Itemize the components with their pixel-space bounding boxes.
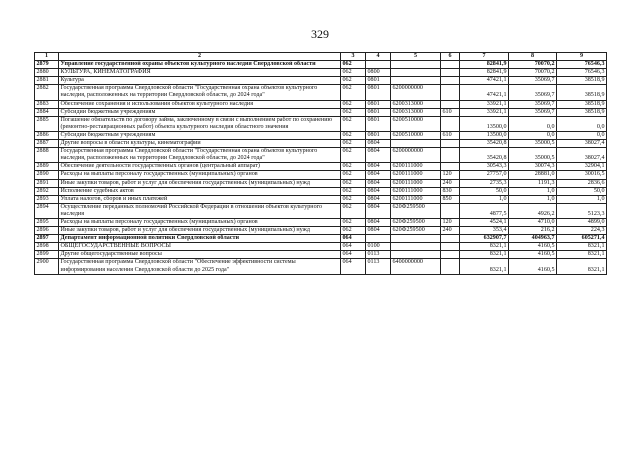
department-code-cell: 062 <box>341 116 366 131</box>
amount-year3-cell: 76546,3 <box>557 61 607 69</box>
department-code-cell: 062 <box>341 171 366 179</box>
table-row <box>35 61 607 69</box>
amount-year2-cell: 28881,0 <box>509 171 557 179</box>
department-code-cell: 062 <box>341 85 366 100</box>
column-header-3: 3 <box>341 53 366 61</box>
amount-year1-cell: 82841,9 <box>460 69 509 77</box>
department-code-cell: 062 <box>341 108 366 116</box>
amount-year1-cell: 8321,1 <box>460 251 509 259</box>
expense-type-cell <box>441 259 460 274</box>
expense-type-cell <box>441 116 460 131</box>
amount-year1-cell: 632907,7 <box>460 235 509 243</box>
row-number-cell: 2887 <box>35 140 59 148</box>
section-code-cell: 0801 <box>366 85 391 100</box>
expense-type-cell: 120 <box>441 171 460 179</box>
expense-type-cell: 610 <box>441 108 460 116</box>
amount-year2-cell: 4926,2 <box>509 203 557 218</box>
table-row <box>35 108 607 116</box>
amount-year2-cell: 35069,7 <box>509 85 557 100</box>
target-article-cell <box>391 77 441 85</box>
department-code-cell: 062 <box>341 131 366 139</box>
department-code-cell: 062 <box>341 100 366 108</box>
amount-year2-cell: 0,0 <box>509 116 557 131</box>
department-code-cell: 062 <box>341 148 366 163</box>
amount-year3-cell: 605271,4 <box>557 235 607 243</box>
amount-year3-cell: 0,0 <box>557 116 607 131</box>
amount-year1-cell: 13500,0 <box>460 116 509 131</box>
amount-year3-cell: 38518,9 <box>557 85 607 100</box>
amount-year3-cell: 8321,1 <box>557 259 607 274</box>
amount-year2-cell: 35069,7 <box>509 100 557 108</box>
expense-type-cell <box>441 100 460 108</box>
amount-year2-cell: 35000,5 <box>509 148 557 163</box>
table-row <box>35 100 607 108</box>
column-header-1: 1 <box>35 53 59 61</box>
row-number-cell: 2880 <box>35 69 59 77</box>
amount-year3-cell: 76546,3 <box>557 69 607 77</box>
expense-name-cell: Субсидии бюджетным учреждениям <box>59 108 341 116</box>
amount-year3-cell: 224,3 <box>557 227 607 235</box>
amount-year3-cell: 5123,3 <box>557 203 607 218</box>
table-row <box>35 179 607 187</box>
amount-year2-cell: 216,2 <box>509 227 557 235</box>
section-code-cell: 0804 <box>366 148 391 163</box>
target-article-cell: 6400000000 <box>391 259 441 274</box>
amount-year2-cell: 35000,5 <box>509 140 557 148</box>
amount-year1-cell: 1,0 <box>460 195 509 203</box>
section-code-cell <box>366 61 391 69</box>
target-article-cell: 6200510000 <box>391 116 441 131</box>
row-number-cell: 2893 <box>35 195 59 203</box>
section-code-cell: 0804 <box>366 163 391 171</box>
row-number-cell: 2890 <box>35 171 59 179</box>
amount-year1-cell: 33921,1 <box>460 100 509 108</box>
row-number-cell: 2879 <box>35 61 59 69</box>
target-article-cell: 620Ф259500 <box>391 227 441 235</box>
row-number-cell: 2895 <box>35 218 59 226</box>
expense-name-cell: Обеспечение деятельности государственных органов (центральный аппарат) <box>59 163 341 171</box>
table-row <box>35 163 607 171</box>
table-row <box>35 243 607 251</box>
expense-name-cell: ОБЩЕГОСУДАРСТВЕННЫЕ ВОПРОСЫ <box>59 243 341 251</box>
amount-year2-cell: 4160,5 <box>509 243 557 251</box>
expense-name-cell: Иные закупки товаров, работ и услуг для обеспечения государственных (муниципальных) нужд <box>59 227 341 235</box>
amount-year1-cell: 35420,8 <box>460 148 509 163</box>
target-article-cell: 6200000000 <box>391 148 441 163</box>
department-code-cell: 064 <box>341 235 366 243</box>
department-code-cell: 062 <box>341 163 366 171</box>
row-number-cell: 2884 <box>35 108 59 116</box>
department-code-cell: 062 <box>341 61 366 69</box>
table-row <box>35 203 607 218</box>
table-row <box>35 259 607 274</box>
expense-type-cell: 610 <box>441 131 460 139</box>
section-code-cell: 0801 <box>366 100 391 108</box>
expense-name-cell: Уплата налогов, сборов и иных платежей <box>59 195 341 203</box>
target-article-cell: 6200111000 <box>391 179 441 187</box>
table-row <box>35 218 607 226</box>
section-code-cell: 0804 <box>366 187 391 195</box>
expense-type-cell <box>441 61 460 69</box>
amount-year1-cell: 50,0 <box>460 187 509 195</box>
expense-name-cell: Управление государственной охраны объектов культурного наследия Свердловской области <box>59 61 341 69</box>
amount-year1-cell: 82841,9 <box>460 61 509 69</box>
target-article-cell: 620Ф259500 <box>391 203 441 218</box>
row-number-cell: 2889 <box>35 163 59 171</box>
expense-name-cell: Государственная программа Свердловской области "Государственная охрана объектов культурного наследия, расположенных на территории Свердловской области, до 2024 года" <box>59 85 341 100</box>
section-code-cell: 0804 <box>366 195 391 203</box>
row-number-cell: 2883 <box>35 100 59 108</box>
department-code-cell: 062 <box>341 227 366 235</box>
department-code-cell: 064 <box>341 259 366 274</box>
amount-year1-cell: 27757,0 <box>460 171 509 179</box>
target-article-cell: 620Ф259500 <box>391 218 441 226</box>
amount-year3-cell: 50,0 <box>557 187 607 195</box>
expense-type-cell <box>441 251 460 259</box>
target-article-cell: 6200111000 <box>391 195 441 203</box>
row-number-cell: 2886 <box>35 131 59 139</box>
amount-year1-cell: 353,4 <box>460 227 509 235</box>
expense-name-cell: Культура <box>59 77 341 85</box>
row-number-cell: 2888 <box>35 148 59 163</box>
target-article-cell: 6200111000 <box>391 187 441 195</box>
target-article-cell <box>391 69 441 77</box>
amount-year1-cell: 4877,5 <box>460 203 509 218</box>
target-article-cell: 6200510000 <box>391 131 441 139</box>
expense-name-cell: Государственная программа Свердловской области "Государственная охрана объектов культурного наследия, расположенных на территории Свердловской области, до 2024 года" <box>59 148 341 163</box>
table-row <box>35 171 607 179</box>
section-code-cell: 0100 <box>366 243 391 251</box>
amount-year1-cell: 8321,1 <box>460 243 509 251</box>
expense-name-cell: КУЛЬТУРА, КИНЕМАТОГРАФИЯ <box>59 69 341 77</box>
amount-year2-cell: 4160,5 <box>509 259 557 274</box>
expense-type-cell <box>441 243 460 251</box>
column-header-9: 9 <box>557 53 607 61</box>
expense-name-cell: Департамент информационной политики Свердловской области <box>59 235 341 243</box>
expense-name-cell: Исполнение судебных актов <box>59 187 341 195</box>
amount-year2-cell: 404963,7 <box>509 235 557 243</box>
department-code-cell: 062 <box>341 69 366 77</box>
page-number: 329 <box>311 27 329 41</box>
amount-year2-cell: 70070,2 <box>509 69 557 77</box>
target-article-cell <box>391 61 441 69</box>
department-code-cell: 062 <box>341 203 366 218</box>
budget-table-body <box>35 53 607 275</box>
amount-year2-cell: 0,0 <box>509 131 557 139</box>
amount-year3-cell: 38518,9 <box>557 77 607 85</box>
amount-year2-cell: 4710,0 <box>509 218 557 226</box>
expense-type-cell: 850 <box>441 195 460 203</box>
row-number-cell: 2882 <box>35 85 59 100</box>
expense-type-cell <box>441 140 460 148</box>
row-number-cell: 2881 <box>35 77 59 85</box>
table-row <box>35 227 607 235</box>
expense-type-cell <box>441 77 460 85</box>
expense-type-cell: 830 <box>441 187 460 195</box>
expense-type-cell <box>441 235 460 243</box>
table-row <box>35 140 607 148</box>
department-code-cell: 062 <box>341 187 366 195</box>
column-header-2: 2 <box>59 53 341 61</box>
section-code-cell: 0801 <box>366 77 391 85</box>
amount-year3-cell: 30016,5 <box>557 171 607 179</box>
expense-type-cell: 120 <box>441 218 460 226</box>
target-article-cell <box>391 235 441 243</box>
expense-name-cell: Другие общегосударственные вопросы <box>59 251 341 259</box>
section-code-cell: 0804 <box>366 218 391 226</box>
row-number-cell: 2891 <box>35 179 59 187</box>
row-number-cell: 2896 <box>35 227 59 235</box>
table-row <box>35 235 607 243</box>
section-code-cell: 0804 <box>366 179 391 187</box>
amount-year1-cell: 13500,0 <box>460 131 509 139</box>
column-header-5: 5 <box>391 53 441 61</box>
amount-year3-cell: 0,0 <box>557 131 607 139</box>
section-code-cell: 0801 <box>366 116 391 131</box>
row-number-cell: 2892 <box>35 187 59 195</box>
row-number-cell: 2900 <box>35 259 59 274</box>
amount-year2-cell: 35069,7 <box>509 77 557 85</box>
target-article-cell: 6200313000 <box>391 100 441 108</box>
amount-year3-cell: 38518,9 <box>557 100 607 108</box>
target-article-cell: 6200313000 <box>391 108 441 116</box>
expense-type-cell <box>441 163 460 171</box>
amount-year3-cell: 4899,0 <box>557 218 607 226</box>
amount-year2-cell: 1,0 <box>509 195 557 203</box>
expense-type-cell <box>441 203 460 218</box>
section-code-cell: 0801 <box>366 131 391 139</box>
section-code-cell: 0801 <box>366 108 391 116</box>
expense-type-cell <box>441 69 460 77</box>
amount-year1-cell: 47421,1 <box>460 77 509 85</box>
table-row <box>35 69 607 77</box>
expense-type-cell: 240 <box>441 179 460 187</box>
row-number-cell: 2899 <box>35 251 59 259</box>
expense-name-cell: Погашение обязательств по договору займа, заключенному в связи с выполнением работ по сохранению (ремонтно-реставрационных работ) объекта культурного наследия областного значения <box>59 116 341 131</box>
section-code-cell: 0804 <box>366 140 391 148</box>
amount-year2-cell: 70070,2 <box>509 61 557 69</box>
expense-name-cell: Субсидии бюджетным учреждениям <box>59 131 341 139</box>
amount-year1-cell: 8321,1 <box>460 259 509 274</box>
table-row <box>35 195 607 203</box>
expense-name-cell: Расходы на выплаты персоналу государственных (муниципальных) органов <box>59 171 341 179</box>
table-row <box>35 77 607 85</box>
target-article-cell <box>391 251 441 259</box>
row-number-cell: 2894 <box>35 203 59 218</box>
department-code-cell: 062 <box>341 77 366 85</box>
amount-year3-cell: 1,0 <box>557 195 607 203</box>
amount-year3-cell: 2836,6 <box>557 179 607 187</box>
expense-type-cell <box>441 85 460 100</box>
target-article-cell: 6200000000 <box>391 85 441 100</box>
target-article-cell <box>391 140 441 148</box>
amount-year2-cell: 1,0 <box>509 187 557 195</box>
row-number-cell: 2885 <box>35 116 59 131</box>
amount-year3-cell: 38027,4 <box>557 148 607 163</box>
target-article-cell: 6200111000 <box>391 171 441 179</box>
table-row <box>35 251 607 259</box>
department-code-cell: 062 <box>341 218 366 226</box>
amount-year1-cell: 47421,1 <box>460 85 509 100</box>
department-code-cell: 062 <box>341 195 366 203</box>
expense-name-cell: Иные закупки товаров, работ и услуг для обеспечения государственных (муниципальных) нужд <box>59 179 341 187</box>
amount-year1-cell: 33921,1 <box>460 108 509 116</box>
amount-year3-cell: 38027,4 <box>557 140 607 148</box>
section-code-cell: 0804 <box>366 203 391 218</box>
column-header-8: 8 <box>509 53 557 61</box>
expense-name-cell: Осуществление переданных полномочий Российской Федерации в отношении объектов культурного наследия <box>59 203 341 218</box>
table-row <box>35 148 607 163</box>
department-code-cell: 062 <box>341 179 366 187</box>
department-code-cell: 064 <box>341 243 366 251</box>
expense-name-cell: Обеспечение сохранения и использования объектов культурного наследия <box>59 100 341 108</box>
amount-year3-cell: 32904,1 <box>557 163 607 171</box>
amount-year3-cell: 38518,9 <box>557 108 607 116</box>
amount-year3-cell: 8321,1 <box>557 251 607 259</box>
section-code-cell: 0113 <box>366 251 391 259</box>
table-row <box>35 85 607 100</box>
section-code-cell: 0113 <box>366 259 391 274</box>
amount-year1-cell: 30543,3 <box>460 163 509 171</box>
target-article-cell: 6200111000 <box>391 163 441 171</box>
column-header-6: 6 <box>441 53 460 61</box>
department-code-cell: 064 <box>341 251 366 259</box>
amount-year2-cell: 4160,5 <box>509 251 557 259</box>
section-code-cell: 0804 <box>366 171 391 179</box>
row-number-cell: 2898 <box>35 243 59 251</box>
expense-name-cell: Расходы на выплаты персоналу государственных (муниципальных) органов <box>59 218 341 226</box>
expense-type-cell: 240 <box>441 227 460 235</box>
amount-year2-cell: 1191,3 <box>509 179 557 187</box>
amount-year1-cell: 2735,3 <box>460 179 509 187</box>
row-number-cell: 2897 <box>35 235 59 243</box>
department-code-cell: 062 <box>341 140 366 148</box>
expense-type-cell <box>441 148 460 163</box>
section-code-cell <box>366 235 391 243</box>
expense-name-cell: Другие вопросы в области культуры, кинематографии <box>59 140 341 148</box>
amount-year2-cell: 35069,7 <box>509 108 557 116</box>
table-row <box>35 187 607 195</box>
table-header-row <box>35 53 607 61</box>
amount-year3-cell: 8321,1 <box>557 243 607 251</box>
amount-year1-cell: 4524,1 <box>460 218 509 226</box>
budget-table <box>34 52 607 275</box>
amount-year2-cell: 30074,3 <box>509 163 557 171</box>
expense-name-cell: Государственная программа Свердловской области "Обеспечение эффективности системы информирования населения Свердловской области до 2025 года" <box>59 259 341 274</box>
amount-year1-cell: 35420,8 <box>460 140 509 148</box>
column-header-4: 4 <box>366 53 391 61</box>
table-row <box>35 116 607 131</box>
table-row <box>35 131 607 139</box>
section-code-cell: 0804 <box>366 227 391 235</box>
section-code-cell: 0800 <box>366 69 391 77</box>
column-header-7: 7 <box>460 53 509 61</box>
target-article-cell <box>391 243 441 251</box>
